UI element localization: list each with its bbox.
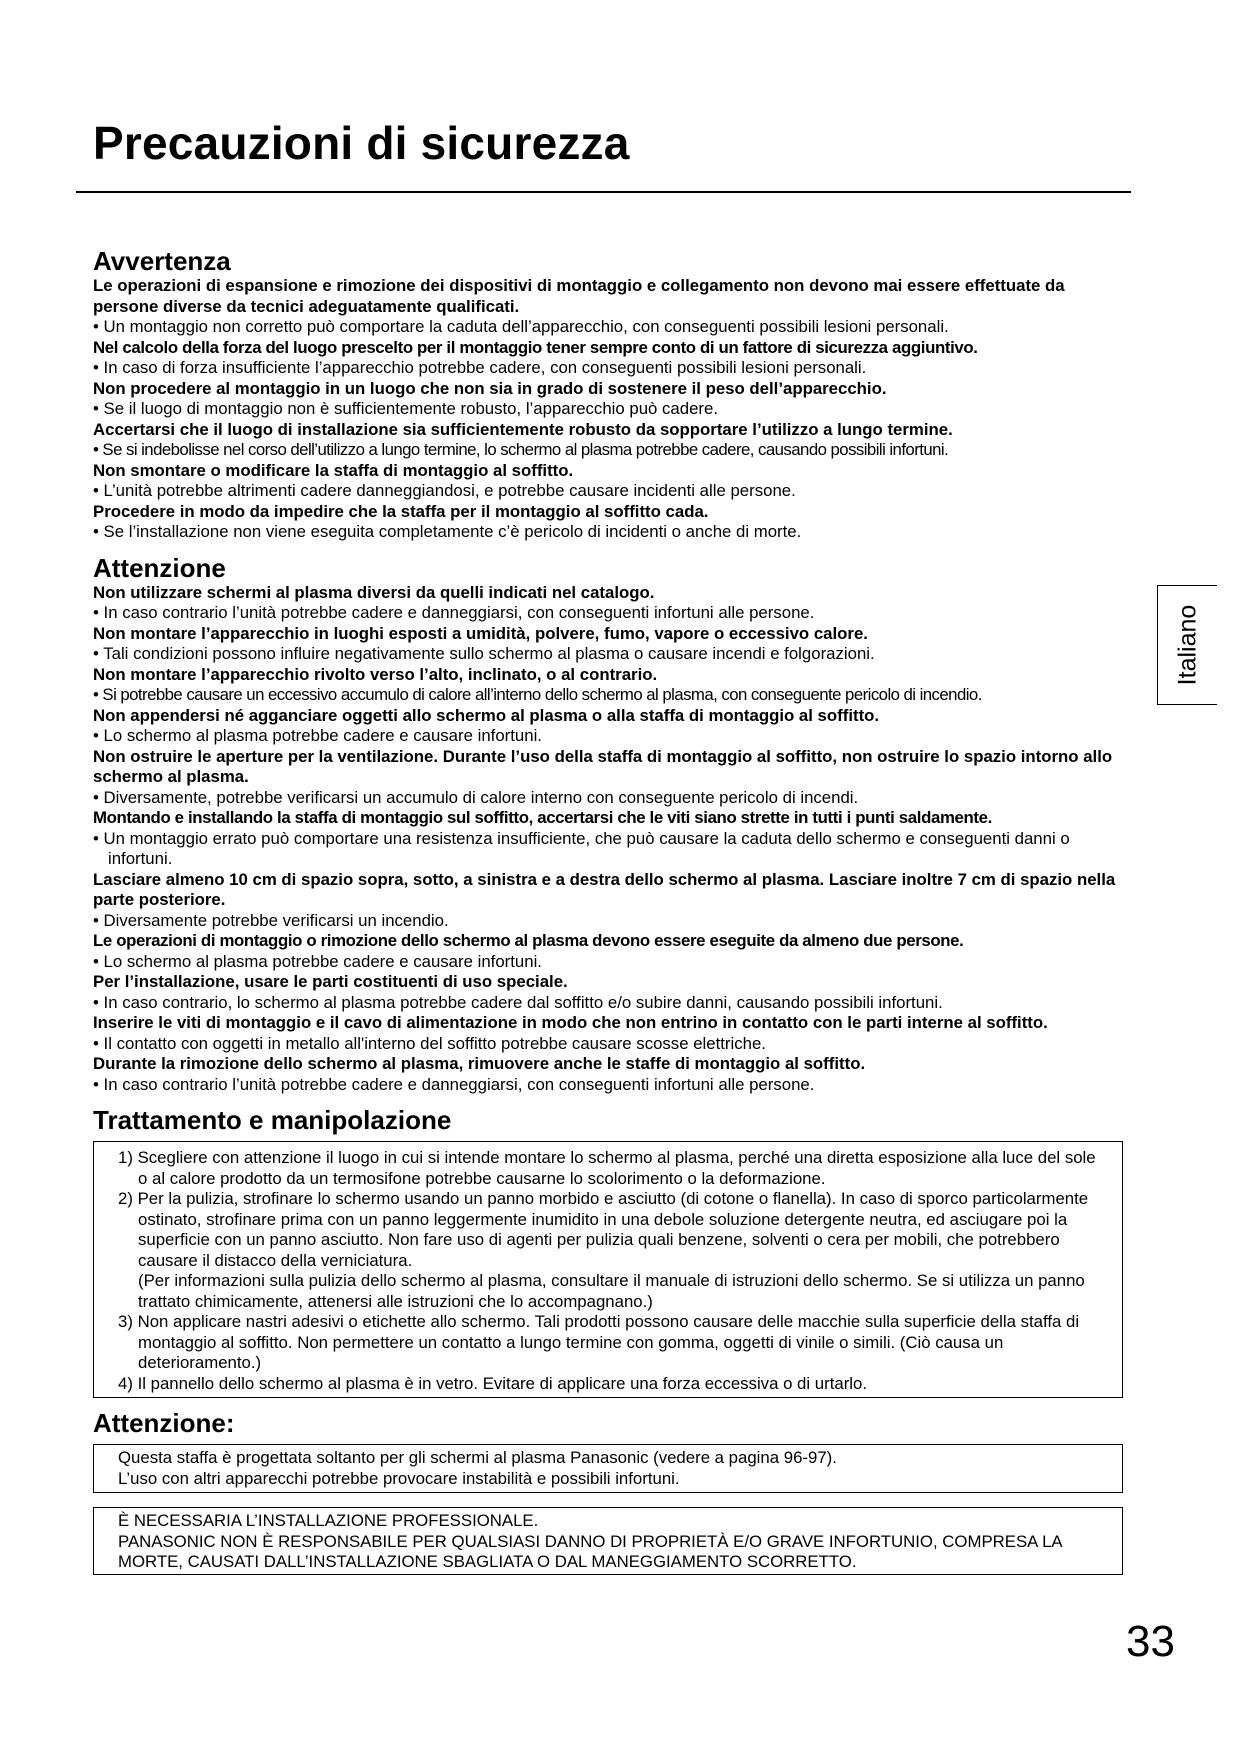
caution-consequence: • Lo schermo al plasma potrebbe cadere e causare infortuni. [93,726,542,745]
treatment-item: 4) Il pannello dello schermo al plasma è in vetro. Evitare di applicare una forza eccessiva o di urtarlo. [118,1373,868,1393]
warning-instruction: Non smontare o modificare la staffa di montaggio al soffitto. [93,460,574,480]
caution-consequence: • Un montaggio errato può comportare una resistenza insufficiente, che può causare la caduta dello schermo e conseguenti danni o infortuni. [93,828,1070,868]
caution-instruction: Non montare l’apparecchio rivolto verso l’alto, inclinato, o al contrario. [93,664,658,684]
caution-instruction: Non utilizzare schermi al plasma diversi da quelli indicati nel catalogo. [93,582,655,602]
attention-line: L’uso con altri apparecchi potrebbe provocare instabilità e possibili infortuni. [118,1468,680,1488]
caution-instruction: Per l’installazione, usare le parti costituenti di uso speciale. [93,972,568,991]
warning-consequence: • Un montaggio non corretto può comportare la caduta dell’apparecchio, con conseguenti possibili lesioni personali. [93,317,949,336]
content [93,246,1123,1575]
treatment-item: 1) Scegliere con attenzione il luogo in cui si intende montare lo schermo al plasma, perché una diretta esposizione alla luce del sole o al calore prodotto da un termosifone potrebbe causarne lo scolorimento o la deformazione. [118,1148,1096,1188]
caution-instruction: Durante la rimozione dello schermo al plasma, rimuovere anche le staffe di montaggio al soffitto. [93,1054,866,1073]
section-heading-attenzione: Attenzione [93,552,226,583]
warning-consequence: • Se si indebolisse nel corso dell’utilizzo a lungo termine, lo schermo al plasma potrebbe cadere, causando possibili infortuni. [93,440,949,459]
caution-consequence: • In caso contrario l’unità potrebbe cadere e danneggiarsi, con conseguenti infortuni alle persone. [93,1074,815,1094]
page-number: 33 [1126,1617,1175,1666]
legal-notice-box [93,1507,1123,1575]
caution-instruction: Non appendersi né agganciare oggetti allo schermo al plasma o alla staffa di montaggio al soffitto. [93,705,880,725]
warning-consequence: • L’unità potrebbe altrimenti cadere danneggiandosi, e potrebbe causare incidenti alle persone. [93,481,796,500]
section-heading-avvertenza: Avvertenza [93,246,231,276]
legal-line: PANASONIC NON È RESPONSABILE PER QUALSIASI DANNO DI PROPRIETÀ E/O GRAVE INFORTUNIO, COMPRESA LA MORTE, CAUSATI DALL’INSTALLAZIONE SBAGLIATA O DAL MANEGGIAMENTO SCORRETTO. [118,1531,1062,1571]
section-attenzione-note [93,1408,1123,1493]
treatment-item: 3) Non applicare nastri adesivi o etichette allo schermo. Tali prodotti possono causare delle macchie sulla superficie della staffa di montaggio al soffitto. Non permettere un contatto a lungo termine con gomma, oggetti di vinile o simili. (Ciò causa un deterioramento.) [118,1312,1080,1372]
attention-line: Questa staffa è progettata soltanto per gli schermi al plasma Panasonic (vedere a pagina 96-97). [118,1448,837,1467]
warning-instruction: Nel calcolo della forza del luogo prescelto per il montaggio tener sempre conto di un fattore di sicurezza aggiuntivo. [93,337,978,357]
caution-instruction: Montando e installando la staffa di montaggio sul soffitto, accertarsi che le viti siano strette in tutti i punti saldamente. [93,808,992,827]
section-attenzione [93,553,1123,1096]
warning-consequence: • Se l’installazione non viene eseguita completamente c’è pericolo di incidenti o anche di morte. [93,522,802,541]
caution-instruction: Non montare l’apparecchio in luoghi esposti a umidità, polvere, fumo, vapore o eccessivo calore. [93,623,868,643]
language-tab [1157,585,1217,705]
caution-instruction: Le operazioni di montaggio o rimozione dello schermo al plasma devono essere eseguite da almeno due persone. [93,931,964,950]
treatment-item-note: (Per informazioni sulla pulizia dello schermo al plasma, consultare il manuale di istruzioni dello schermo. Se si utilizza un panno trattato chimicamente, attenersi alle istruzioni che lo accompagnano.) [138,1271,1085,1311]
warning-instruction: Le operazioni di espansione e rimozione dei dispositivi di montaggio e collegamento non devono mai essere effettuate da persone diverse da tecnici adeguatamente qualificati. [93,276,1065,316]
caution-consequence: • Si potrebbe causare un eccessivo accumulo di calore all’interno dello schermo al plasma, con conseguente pericolo di incendio. [93,685,982,704]
warning-consequence: • Se il luogo di montaggio non è sufficientemente robusto, l’apparecchio può cadere. [93,399,719,418]
language-tab-label: Italiano [1173,604,1201,686]
section-trattamento [93,1105,1123,1398]
page-title: Precauzioni di sicurezza [93,117,630,169]
caution-consequence: • In caso contrario, lo schermo al plasma potrebbe cadere dal soffitto e/o subire danni, causando possibili infortuni. [93,992,943,1012]
section-avvertenza [93,246,1123,543]
warning-instruction: Accertarsi che il luogo di installazione sia sufficientemente robusto da sopportare l’utilizzo a lungo termine. [93,419,953,439]
section-heading-trattamento: Trattamento e manipolazione [93,1105,452,1135]
caution-instruction: Inserire le viti di montaggio e il cavo di alimentazione in modo che non entrino in contatto con le parti interne al soffitto. [93,1013,1048,1032]
treatment-item: 2) Per la pulizia, strofinare lo schermo usando un panno morbido e asciutto (di cotone o flanella). In caso di sporco particolarmente ostinato, strofinare prima con un panno leggermente inumidito in una debole soluzione detergente neutra, ed asciugare poi la superficie con un panno asciutto. Non fare uso di agenti per pulizia quali benzene, solventi o cera per mobili, che potrebbero causare il distacco della verniciatura. [118,1189,1089,1270]
warning-instruction: Non procedere al montaggio in un luogo che non sia in grado di sostenere il peso dell’apparecchio. [93,378,887,398]
legal-line: È NECESSARIA L’INSTALLAZIONE PROFESSIONALE. [118,1511,539,1530]
caution-consequence: • Il contatto con oggetti in metallo all'interno del soffitto potrebbe causare scosse elettriche. [93,1033,766,1053]
section-heading-attenzione-note: Attenzione: [93,1408,235,1438]
caution-consequence: • In caso contrario l’unità potrebbe cadere e danneggiarsi, con conseguenti infortuni alle persone. [93,603,815,622]
caution-consequence: • Diversamente potrebbe verificarsi un incendio. [93,910,449,930]
caution-consequence: • Diversamente, potrebbe verificarsi un accumulo di calore interno con conseguente pericolo di incendi. [93,787,859,807]
treatment-box [93,1141,1123,1398]
title-divider [76,191,1131,193]
caution-instruction: Lasciare almeno 10 cm di spazio sopra, sotto, a sinistra e a destra dello schermo al plasma. Lasciare inoltre 7 cm di spazio nella parte posteriore. [93,869,1116,909]
warning-instruction: Procedere in modo da impedire che la staffa per il montaggio al soffitto cada. [93,501,709,521]
caution-instruction: Non ostruire le aperture per la ventilazione. Durante l’uso della staffa di montaggio al soffitto, non ostruire lo spazio intorno allo schermo al plasma. [93,746,1113,786]
attention-box [93,1444,1123,1493]
caution-consequence: • Lo schermo al plasma potrebbe cadere e causare infortuni. [93,951,542,971]
warning-consequence: • In caso di forza insufficiente l’apparecchio potrebbe cadere, con conseguenti possibili lesioni personali. [93,358,867,377]
caution-consequence: • Tali condizioni possono influire negativamente sullo schermo al plasma o causare incendi e folgorazioni. [93,644,875,663]
